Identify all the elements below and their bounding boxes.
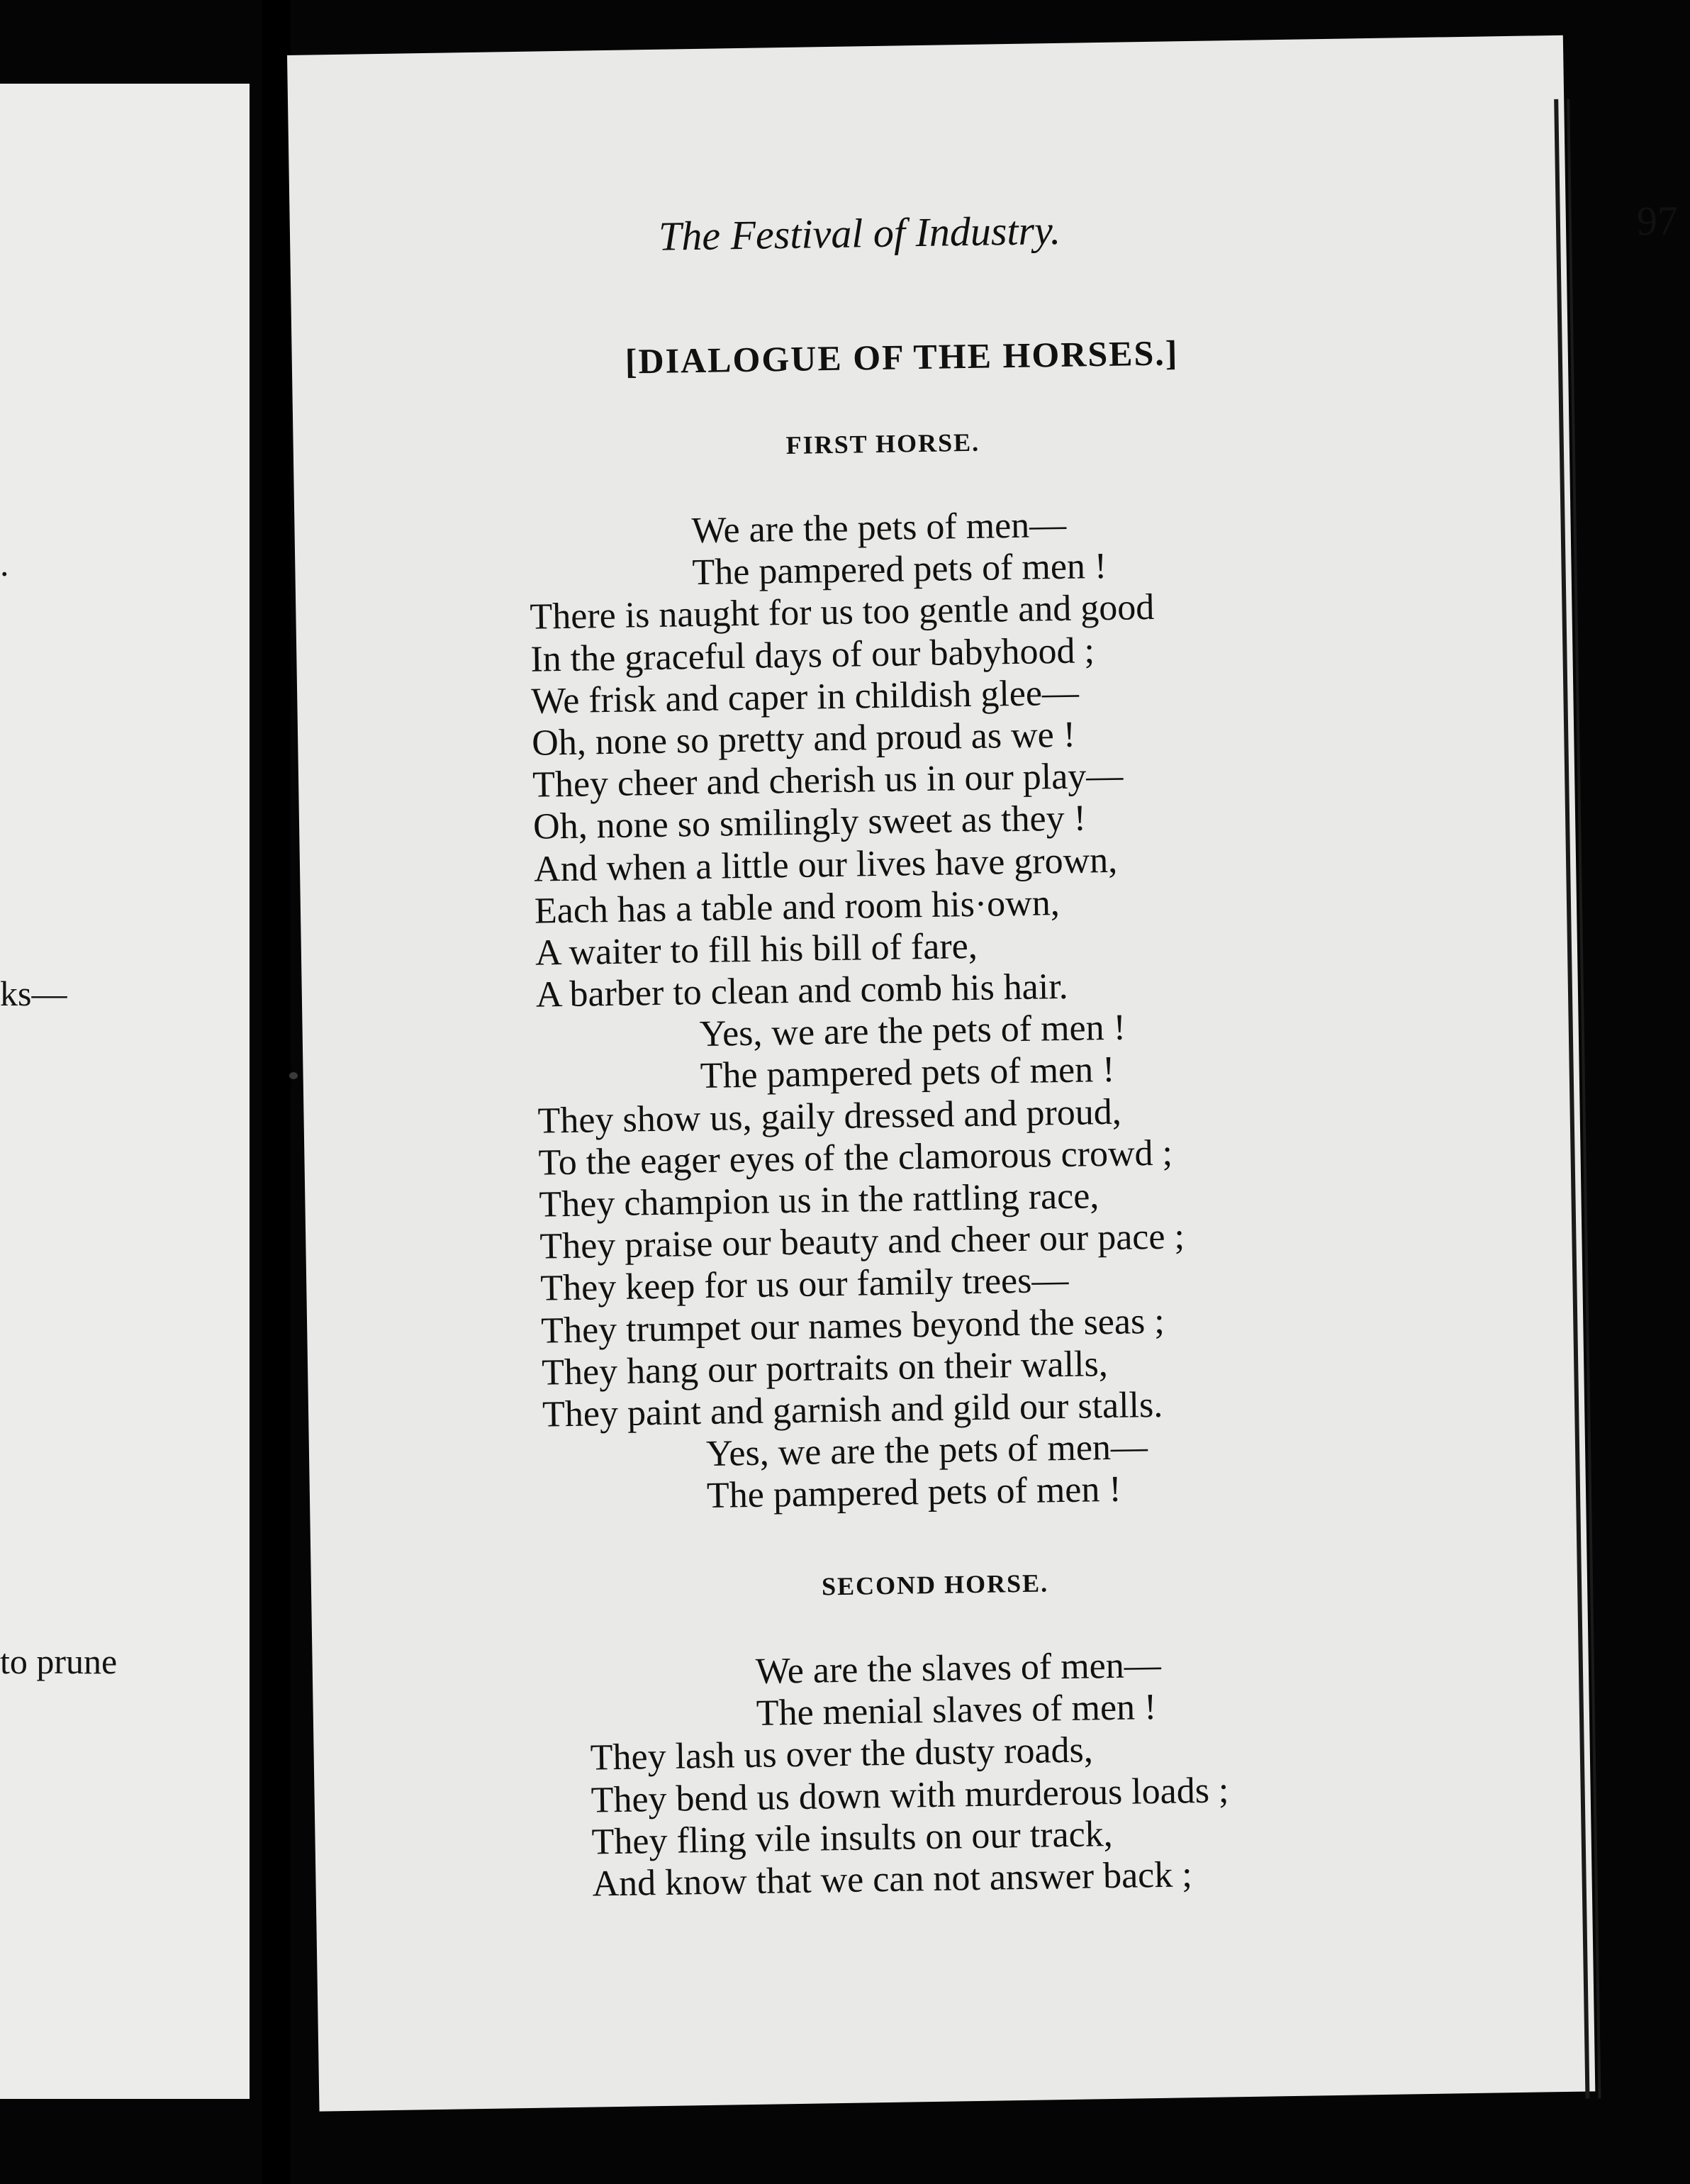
verse-line: The pampered pets of men ! [700, 1049, 1115, 1097]
verse-line: They champion us in the rattling race, [539, 1176, 1099, 1225]
second-horse-verse [588, 1643, 1230, 1905]
verse-line: We are the slaves of men— [755, 1644, 1162, 1692]
book-page [287, 35, 1679, 2112]
verse-line: A waiter to fill his bill of fare, [535, 925, 978, 974]
first-horse-verse [528, 502, 1189, 1520]
verse-line: They hang our portraits on their walls, [541, 1343, 1109, 1393]
gutter [262, 0, 291, 2184]
verse-line: And know that we can not answer back ; [592, 1854, 1193, 1905]
verse-line: Yes, we are the pets of men ! [699, 1007, 1126, 1055]
verse-line: The menial slaves of men ! [756, 1687, 1157, 1734]
speaker-heading: FIRST HORSE. [785, 428, 980, 460]
verse-line: In the graceful days of our babyhood ; [530, 630, 1095, 680]
verse-line: They bend us down with murderous loads ; [591, 1770, 1229, 1821]
verse-line: A barber to clean and comb his hair. [535, 966, 1069, 1015]
verse-line: They praise our beauty and cheer our pace ; [539, 1216, 1185, 1267]
verse-line: They lash us over the dusty roads, [590, 1729, 1094, 1778]
verse-line: They cheer and cherish us in our play— [532, 755, 1124, 806]
verse-line: They show us, gaily dressed and proud, [537, 1091, 1122, 1142]
verse-line: The pampered pets of men ! [706, 1469, 1122, 1517]
verse-line: They trumpet our names beyond the seas ; [540, 1300, 1165, 1352]
verse-line: Yes, we are the pets of men— [705, 1427, 1148, 1475]
verse-line: The pampered pets of men ! [692, 546, 1107, 594]
running-title: The Festival of Industry. [658, 206, 1061, 260]
verse-line: They fling vile insults on our track, [591, 1813, 1114, 1863]
verse-line: Oh, none so pretty and proud as we ! [531, 714, 1076, 764]
verse-line: We are the pets of men— [691, 504, 1067, 552]
verse-line: To the eager eyes of the clamorous crowd ; [538, 1132, 1173, 1183]
verse-line: There is naught for us too gentle and good [530, 587, 1155, 638]
facing-page [0, 84, 250, 2099]
verse-line: We frisk and caper in childish glee— [530, 672, 1080, 722]
verse-line: And when a little our lives have grown, [533, 840, 1118, 890]
speaker-heading: SECOND HORSE. [821, 1569, 1049, 1601]
section-title: [DIALOGUE OF THE HORSES.] [625, 333, 1179, 381]
running-head [658, 197, 1679, 269]
facing-page-fragment: to prune [0, 1642, 118, 1681]
verse-line: They paint and garnish and gild our stalls. [542, 1384, 1163, 1435]
verse-line: They keep for us our family trees— [539, 1260, 1069, 1309]
verse-line: Oh, none so smilingly sweet as they ! [532, 798, 1087, 847]
facing-page-fragment: . [0, 544, 9, 584]
page-number: 97 [1636, 197, 1679, 245]
print-speck [289, 1072, 298, 1079]
facing-page-fragment: ks— [0, 974, 67, 1013]
verse-line: Each has a table and room his·own, [534, 882, 1061, 932]
